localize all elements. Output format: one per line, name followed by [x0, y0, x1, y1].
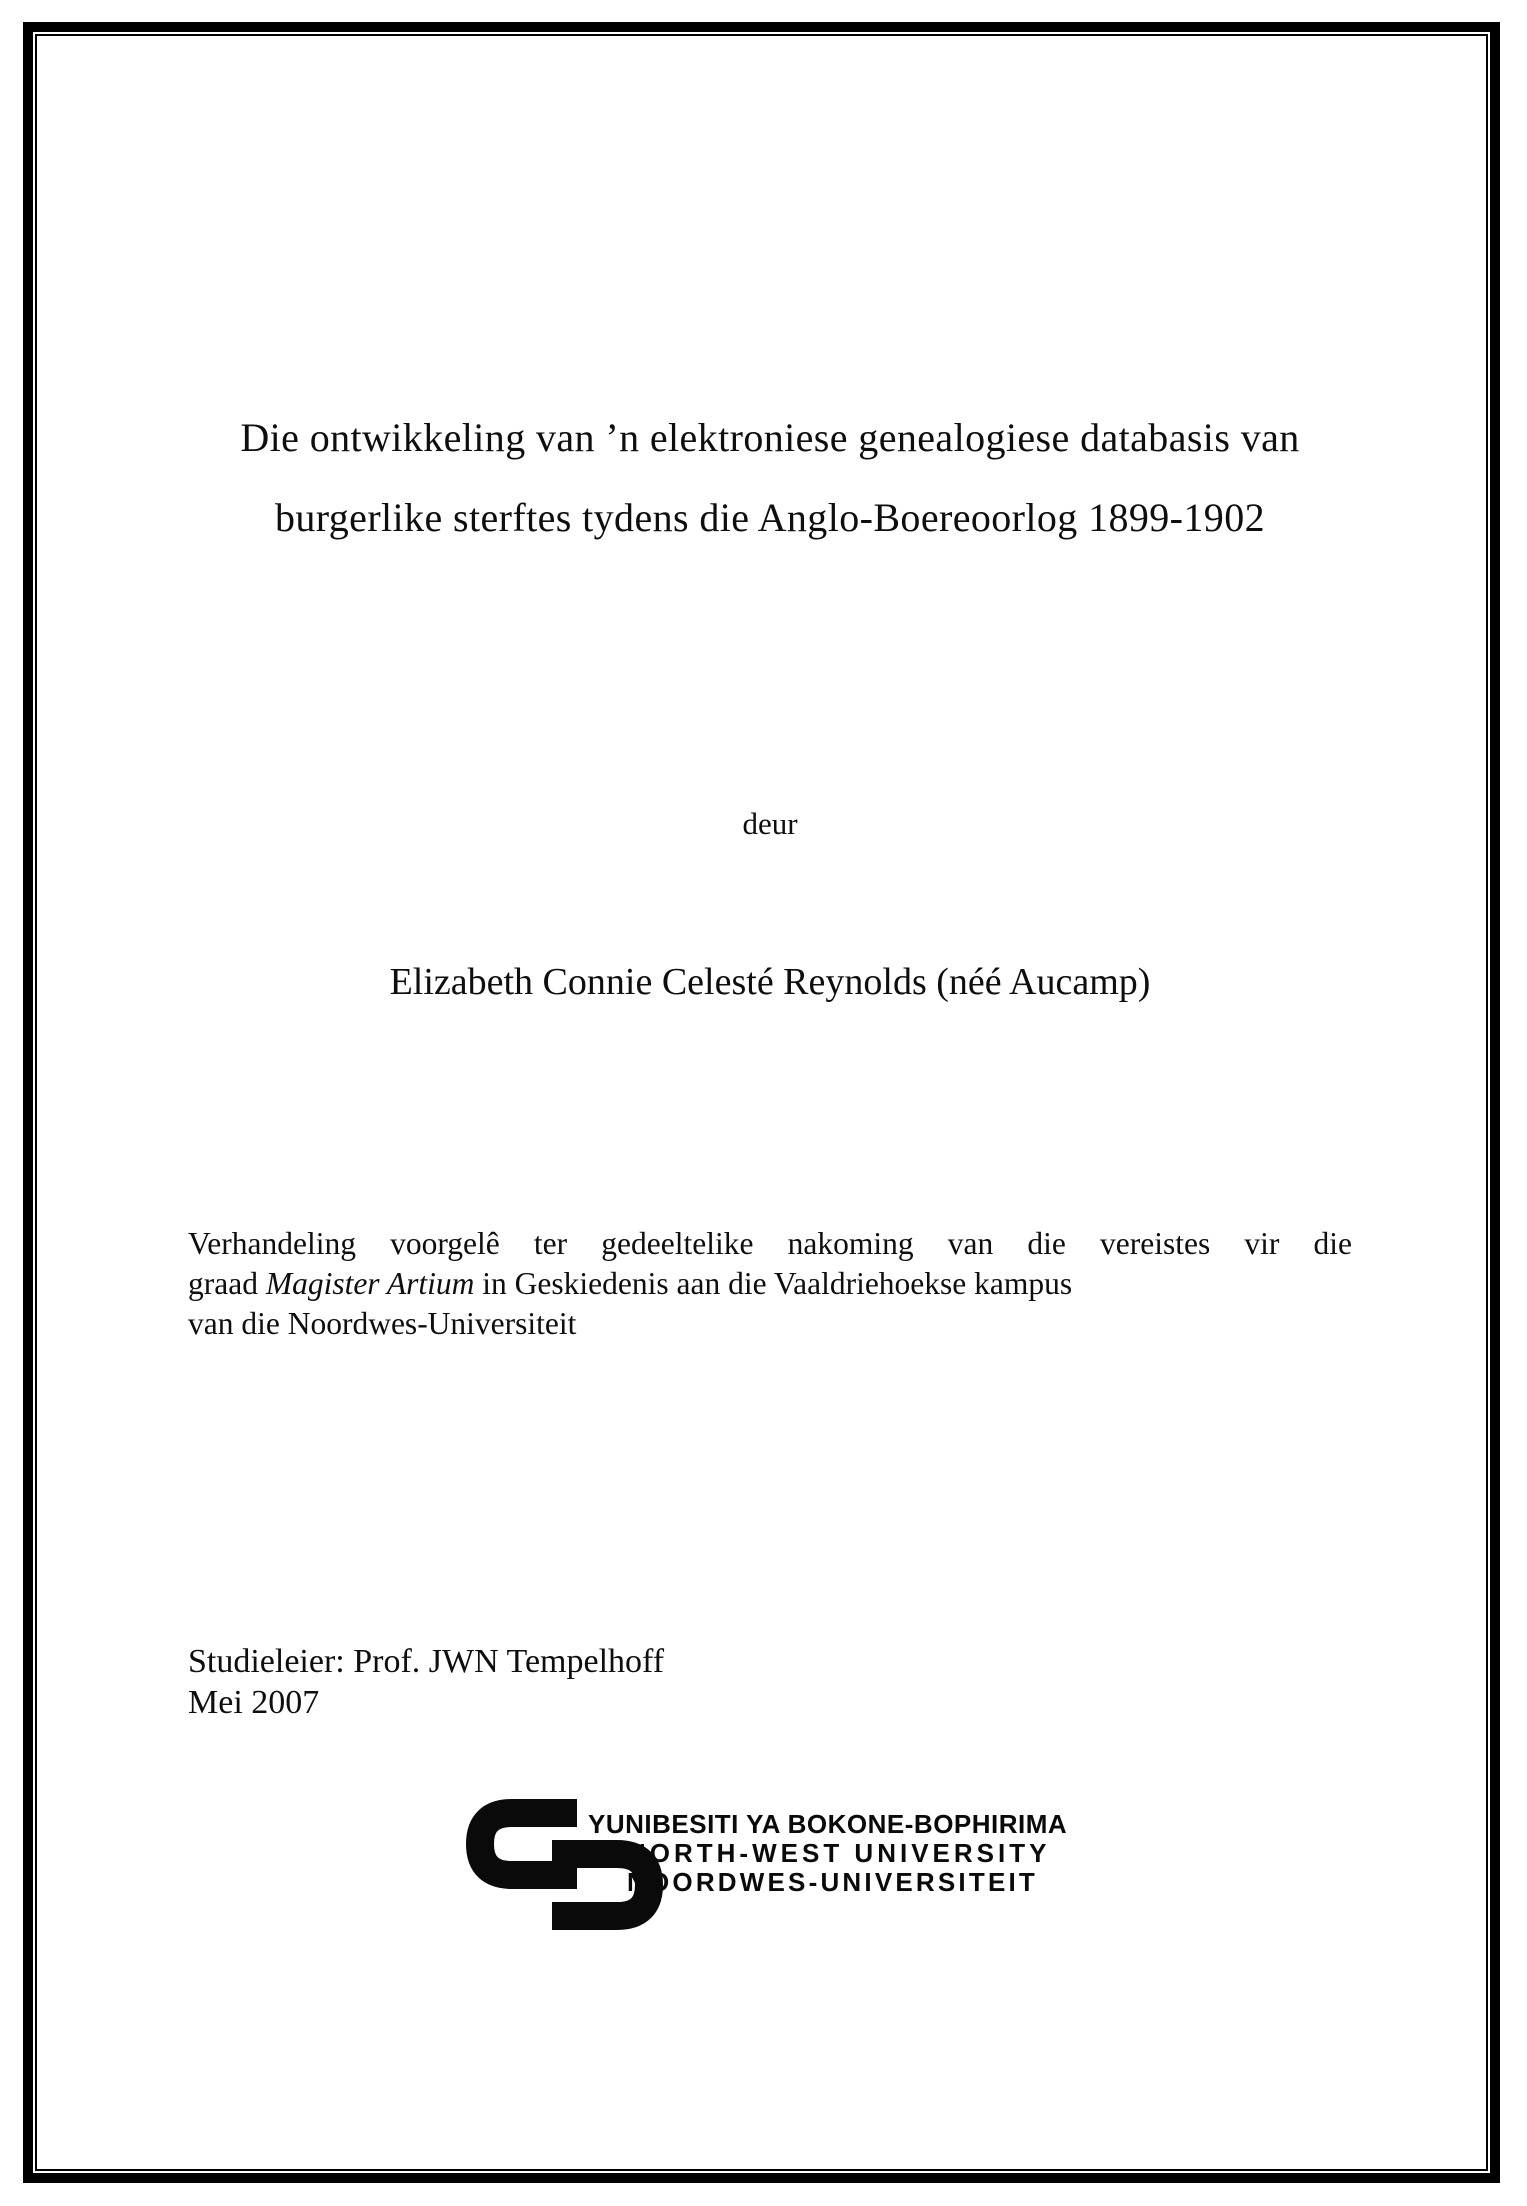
degree-statement-line1: Verhandeling voorgelê ter gedeeltelike nakoming van die vereistes vir die [188, 1226, 1352, 1261]
logo-text-afrikaans: NOORDWES-UNIVERSITEIT [627, 1867, 1038, 1897]
supervisor-block [188, 1641, 1352, 1723]
degree-line2-suffix: in Geskiedenis aan die Vaaldriehoekse kampus [474, 1266, 1073, 1301]
supervisor-line: Studieleier: Prof. JWN Tempelhoff [188, 1643, 665, 1680]
date-line: Mei 2007 [188, 1684, 320, 1721]
degree-statement [188, 1224, 1352, 1344]
thesis-title-line2: burgerlike sterftes tydens die Anglo-Boereoorlog 1899-1902 [274, 495, 1266, 540]
degree-statement-line3: van die Noordwes-Universiteit [188, 1306, 577, 1341]
university-logo-text [588, 1810, 1067, 1897]
thesis-title [188, 398, 1352, 558]
logo-text-setswana: YUNIBESITI YA BOKONE-BOPHIRIMA [588, 1809, 1068, 1839]
degree-statement-line2 [188, 1264, 1352, 1304]
author-name: Elizabeth Connie Celesté Reynolds (néé Aucamp) [389, 961, 1151, 1003]
degree-line2-prefix: graad [188, 1266, 266, 1301]
logo-text-english: NORTH-WEST UNIVERSITY [627, 1838, 1051, 1868]
byline-label: deur [742, 806, 798, 841]
university-logo [466, 1797, 1086, 1937]
thesis-title-line1: Die ontwikkeling van ’n elektroniese genealogiese databasis van [240, 415, 1300, 460]
degree-name-italic: Magister Artium [265, 1266, 475, 1301]
